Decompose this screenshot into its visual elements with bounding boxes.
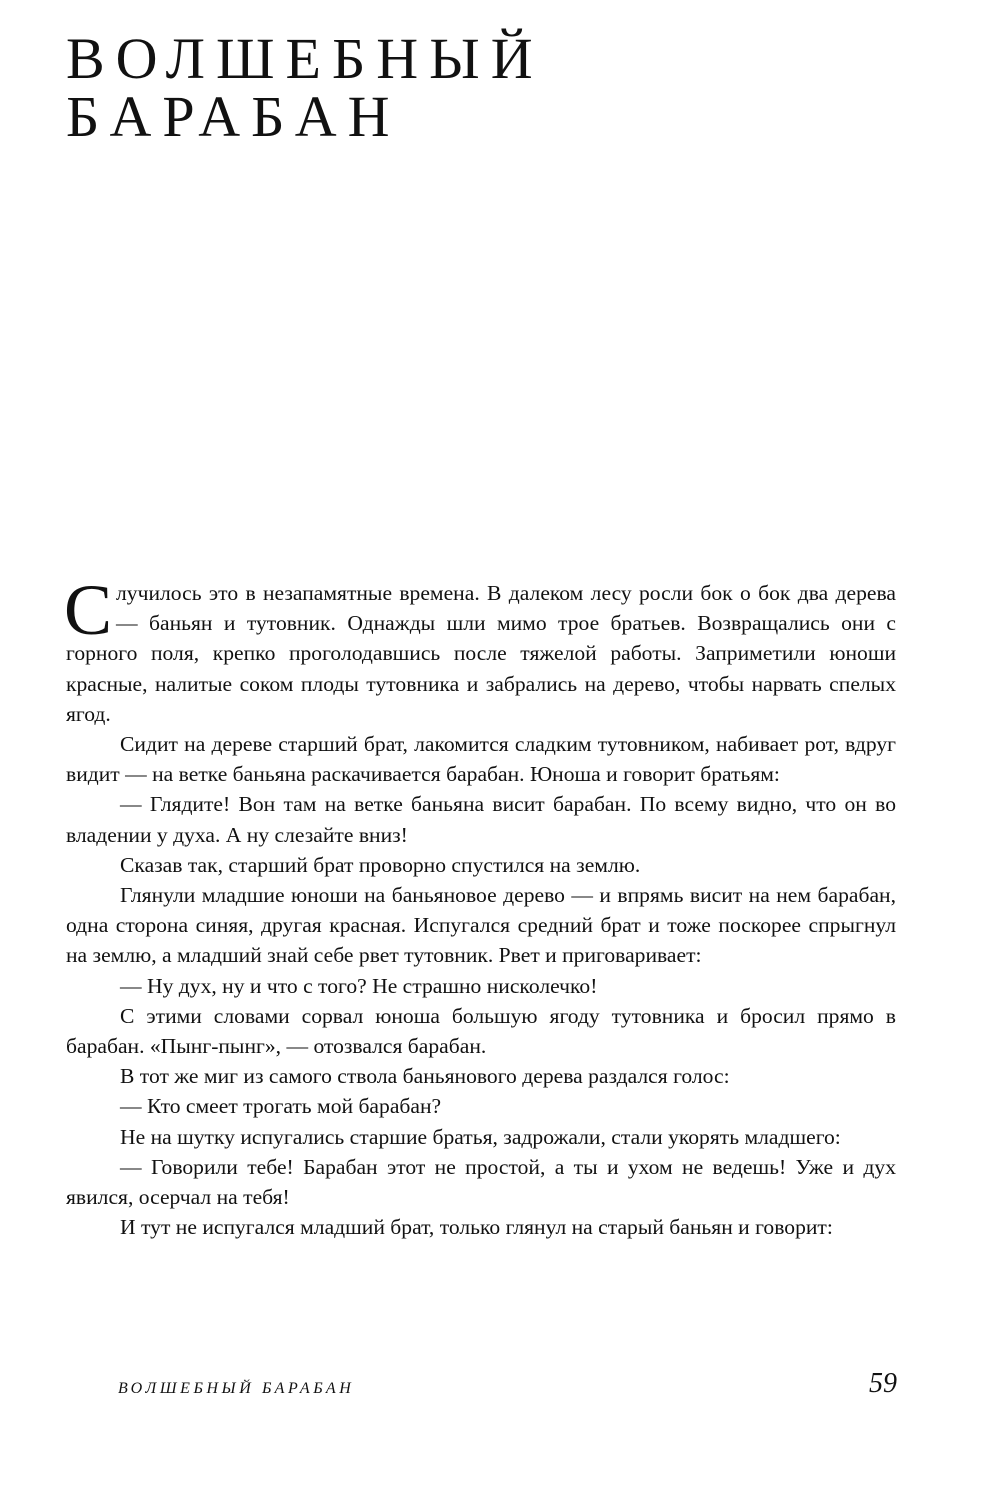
paragraph: — Глядите! Вон там на ветке баньяна висит барабан. По всему видно, что он во владении у духа. А ну слезайте вниз!	[66, 792, 896, 847]
chapter-title	[66, 26, 544, 149]
paragraph	[64, 570, 896, 729]
chapter-title-line-2: БАРАБАН	[66, 84, 401, 149]
paragraph: — Кто смеет трогать мой барабан?	[120, 1094, 442, 1119]
paragraph: В тот же миг из самого ствола баньянового дерева раздался голос:	[120, 1064, 730, 1089]
page-number: 59	[869, 1368, 897, 1399]
paragraph: — Ну дух, ну и что с того? Не страшно нисколечко!	[120, 973, 598, 998]
paragraph: И тут не испугался младший брат, только глянул на старый баньян и говорит:	[120, 1215, 833, 1240]
paragraph-text: лучилось это в незапамятные времена. В далеком лесу росли бок о бок два дерева — баньян и тутовник. Однажды шли мимо трое братьев. Возвращались они с горного поля, крепко проголодавшись после тяжелой работы. Заприметили юноши красные, налитые соком плоды тутовника и забрались на дерево, чтобы нарвать спелых ягод.	[66, 581, 896, 726]
running-footer-title: ВОЛШЕБНЫЙ БАРАБАН	[118, 1380, 355, 1397]
drop-cap: С	[64, 570, 113, 650]
paragraph: Не на шутку испугались старшие братья, задрожали, стали укорять младшего:	[120, 1124, 841, 1149]
paragraph: Глянули младшие юноши на баньяновое дерево — и впрямь висит на нем барабан, одна сторона синяя, другая красная. Испугался средний брат и тоже поскорее спрыгнул на землю, а младший знай себе рвет тутовник. Рвет и приговаривает:	[66, 883, 896, 968]
chapter-title-line-1: ВОЛШЕБНЫЙ	[66, 26, 544, 91]
story-text	[64, 570, 896, 1242]
paragraph: С этими словами сорвал юноша большую ягоду тутовника и бросил прямо в барабан. «Пынг-пынг», — отозвался барабан.	[66, 1003, 896, 1059]
paragraph: Сидит на дереве старший брат, лакомится сладким тутовником, набивает рот, вдруг видит — на ветке баньяна раскачивается барабан. Юноша и говорит братьям:	[66, 732, 896, 787]
paragraph: — Говорили тебе! Барабан этот не простой, а ты и ухом не ведешь! Уже и дух явился, осерчал на тебя!	[66, 1154, 896, 1210]
paragraph: Сказав так, старший брат проворно спустился на землю.	[120, 852, 641, 877]
